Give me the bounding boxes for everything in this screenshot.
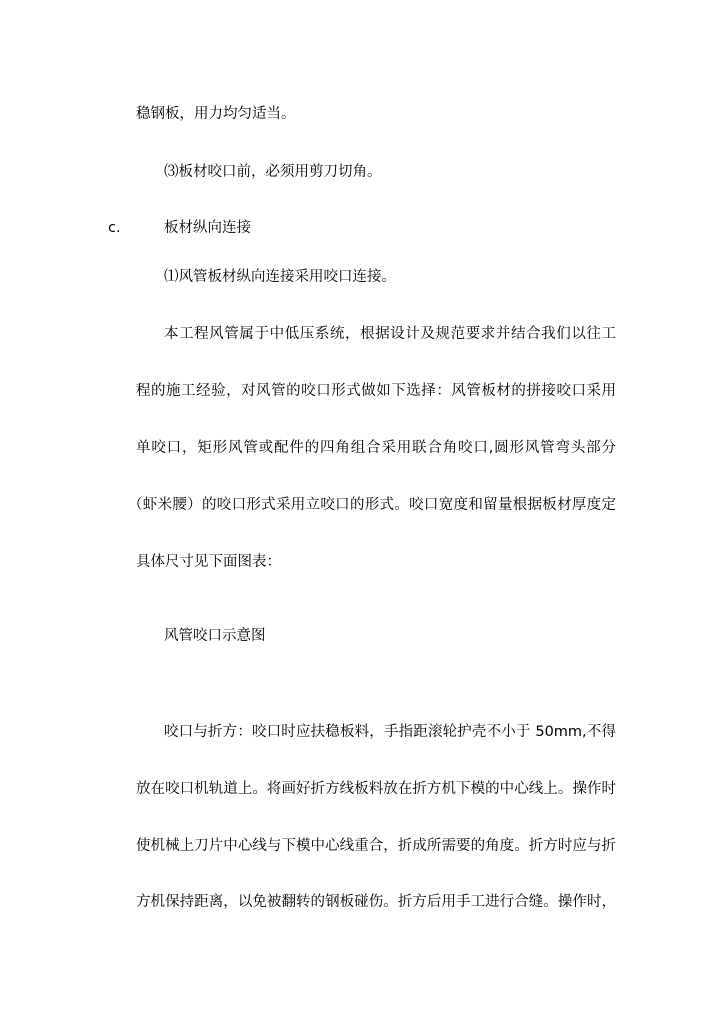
paragraph-line: 程的施工经验，对风管的咬口形式做如下选择：风管板材的拼接咬口采用 <box>136 383 616 399</box>
text-line: ⑶板材咬口前，必须用剪刀切角。 <box>164 164 382 180</box>
section-heading: 板材纵向连接 <box>164 220 251 236</box>
paragraph-line: 方机保持距离，以免被翻转的钢板碰伤。折方后用手工进行合缝。操作时， <box>136 894 616 910</box>
paragraph-line: 单咬口，矩形风管或配件的四角组合采用联合角咬口,圆形风管弯头部分 <box>136 440 616 456</box>
text-line: 稳钢板，用力均匀适当。 <box>136 106 296 122</box>
paragraph-line: （虾米腰）的咬口形式采用立咬口的形式。咬口宽度和留量根据板材厚度定 <box>128 497 616 513</box>
paragraph-line: 具体尺寸见下面图表： <box>136 554 281 570</box>
paragraph-line: 本工程风管属于中低压系统，根据设计及规范要求并结合我们以往工 <box>164 326 616 342</box>
figure-caption: 风管咬口示意图 <box>164 628 266 644</box>
paragraph-line: 放在咬口机轨道上。将画好折方线板料放在折方机下模的中心线上。操作时 <box>136 781 616 797</box>
paragraph-line: 使机械上刀片中心线与下模中心线重合，折成所需要的角度。折方时应与折 <box>136 838 616 854</box>
text-line: ⑴风管板材纵向连接采用咬口连接。 <box>164 269 396 285</box>
section-marker: c. <box>108 220 121 236</box>
paragraph-line: 咬口与折方：咬口时应扶稳板料，手指距滚轮护壳不小于 50mm,不得 <box>164 724 616 740</box>
